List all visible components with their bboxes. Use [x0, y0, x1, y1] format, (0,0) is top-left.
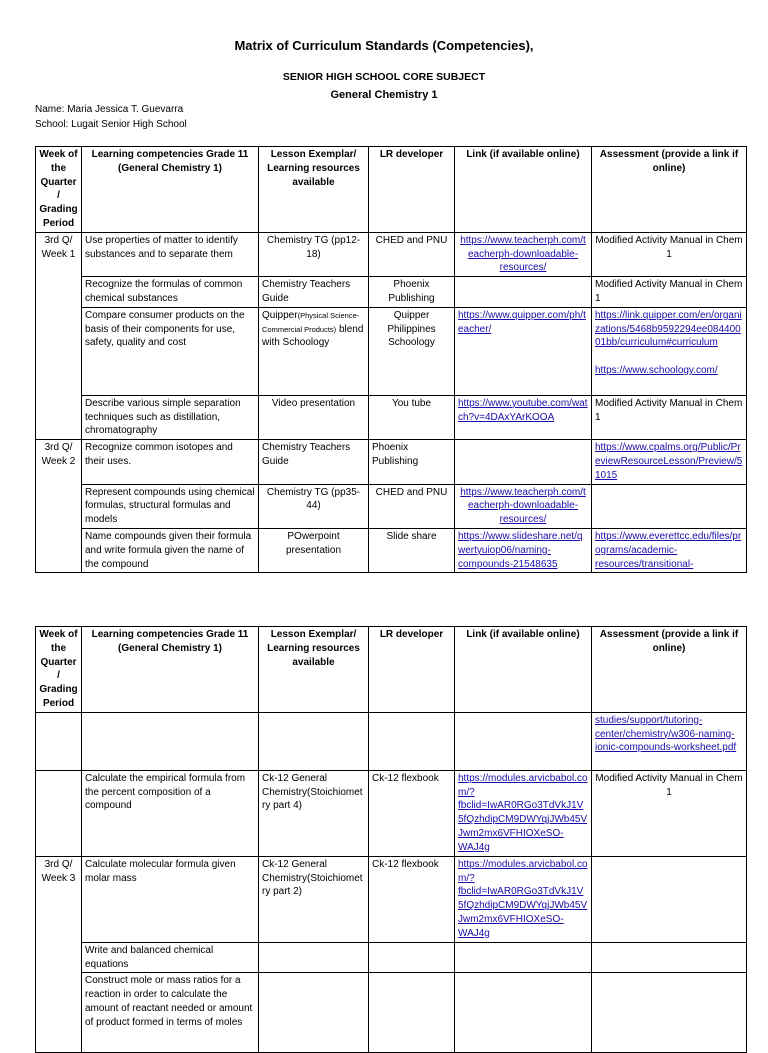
table-row [36, 712, 747, 770]
resource-link[interactable]: https://www.teacherph.com/teacherph-downloadable-resources/ [460, 234, 586, 274]
link-cell [455, 484, 592, 528]
author-name: Name: Maria Jessica T. Guevarra [35, 104, 184, 115]
header-competencies: Learning competencies Grade 11 (General Chemistry 1) [82, 627, 259, 713]
link-cell [455, 232, 592, 276]
link-cell [455, 277, 592, 308]
header-exemplar: Lesson Exemplar/ Learning resources available [259, 627, 369, 713]
link-cell [455, 942, 592, 973]
table-header-row [36, 147, 747, 233]
exemplar-cell: Chemistry TG (pp12-18) [259, 232, 369, 276]
table-row [36, 484, 747, 528]
assessment-cell [592, 856, 747, 942]
header-assessment: Assessment (provide a link if online) [592, 627, 747, 713]
header-link: Link (if available online) [455, 627, 592, 713]
header-developer: LR developer [369, 147, 455, 233]
exemplar-main: Quipper [262, 309, 298, 321]
resource-link[interactable]: https://www.slideshare.net/qwertyuiop06/naming-compounds-21548635 [458, 530, 583, 570]
competency-cell: Describe various simple separation techniques such as distillation, chromatography [82, 395, 259, 439]
table-header-row [36, 627, 747, 713]
header-week: Week of the Quarter / Grading Period [36, 627, 82, 713]
link-cell [455, 712, 592, 770]
week-cell: 3rd Q/ Week 1 [36, 232, 82, 439]
header-link: Link (if available online) [455, 147, 592, 233]
week-cell: 3rd Q/ Week 2 [36, 440, 82, 573]
developer-cell [369, 712, 455, 770]
assessment-cell [592, 942, 747, 973]
table-row [36, 770, 747, 856]
competency-cell: Write and balanced chemical equations [82, 942, 259, 973]
exemplar-cell [259, 307, 369, 395]
link-cell [455, 440, 592, 484]
competency-cell: Recognize the formulas of common chemical substances [82, 277, 259, 308]
developer-cell: Slide share [369, 528, 455, 572]
header-exemplar: Lesson Exemplar/ Learning resources available [259, 147, 369, 233]
competency-cell: Compare consumer products on the basis of their components for use, safety, quality and cost [82, 307, 259, 395]
assessment-cell: Modified Activity Manual in Chem 1 [592, 770, 747, 856]
developer-cell: You tube [369, 395, 455, 439]
competency-cell: Construct mole or mass ratios for a reaction in order to calculate the amount of reactant needed or amount of product formed in terms of moles [82, 973, 259, 1053]
link-cell [455, 395, 592, 439]
developer-cell [369, 942, 455, 973]
exemplar-tail: blend with Schoology [262, 323, 364, 349]
competency-cell [82, 712, 259, 770]
exemplar-cell [259, 942, 369, 973]
table-row [36, 440, 747, 484]
competency-cell: Use properties of matter to identify substances and to separate them [82, 232, 259, 276]
document-title: Matrix of Curriculum Standards (Competencies), [234, 38, 534, 53]
competency-table-2 [35, 626, 747, 1053]
week-cell: 3rd Q/ Week 3 [36, 856, 82, 1053]
competency-cell: Calculate molecular formula given molar mass [82, 856, 259, 942]
assessment-cell [592, 528, 747, 572]
table-row [36, 277, 747, 308]
competency-table-1 [35, 146, 747, 573]
week-cell [36, 770, 82, 856]
developer-cell: CHED and PNU [369, 232, 455, 276]
developer-cell [369, 973, 455, 1053]
link-cell [455, 528, 592, 572]
resource-link[interactable]: https://modules.arvicbabol.com/?fbclid=IwAR0RGo3TdVkJ1V5fQzhdipCM9DWYqjJWb45VJwm2mx6VFHIOXeSO-WAJ4g [458, 858, 588, 939]
table-row [36, 307, 747, 395]
assessment-cell [592, 307, 747, 395]
developer-cell: Phoenix Publishing [369, 277, 455, 308]
exemplar-cell [259, 973, 369, 1053]
subject-title: General Chemistry 1 [330, 89, 438, 101]
assessment-cell: Modified Activity Manual in Chem 1 [592, 232, 747, 276]
header-developer: LR developer [369, 627, 455, 713]
exemplar-cell: Video presentation [259, 395, 369, 439]
link-cell [455, 770, 592, 856]
header-assessment: Assessment (provide a link if online) [592, 147, 747, 233]
resource-link[interactable]: https://modules.arvicbabol.com/?fbclid=IwAR0RGo3TdVkJ1V5fQzhdipCM9DWYqjJWb45VJwm2mx6VFHIOXeSO-WAJ4g [458, 772, 588, 853]
exemplar-cell: Ck-12 General Chemistry(Stoichiometry part 2) [259, 856, 369, 942]
table-row [36, 973, 747, 1053]
developer-cell: CHED and PNU [369, 484, 455, 528]
assessment-link[interactable]: https://link.quipper.com/en/organizations/5468b9592294ee08440001bb/curriculum#curriculum [595, 309, 742, 349]
school-name: School: Lugait Senior High School [35, 119, 187, 130]
document-subtitle: SENIOR HIGH SCHOOL CORE SUBJECT [282, 71, 486, 83]
link-cell [455, 307, 592, 395]
developer-cell: Ck-12 flexbook [369, 770, 455, 856]
assessment-link[interactable]: studies/support/tutoring-center/chemistry/w306-naming-ionic-compounds-worksheet.pdf [595, 714, 737, 754]
table-row [36, 232, 747, 276]
header-competencies: Learning competencies Grade 11 (General Chemistry 1) [82, 147, 259, 233]
header-week: Week of the Quarter / Grading Period [36, 147, 82, 233]
developer-cell: Ck-12 flexbook [369, 856, 455, 942]
assessment-cell [592, 712, 747, 770]
table-row [36, 528, 747, 572]
table-row [36, 395, 747, 439]
resource-link[interactable]: https://www.youtube.com/watch?v=4DAxYArKOOA [458, 397, 588, 423]
link-cell [455, 856, 592, 942]
exemplar-cell: Chemistry Teachers Guide [259, 440, 369, 484]
resource-link[interactable]: https://www.quipper.com/ph/teacher/ [458, 309, 586, 335]
exemplar-cell: Chemistry TG (pp35-44) [259, 484, 369, 528]
competency-cell: Represent compounds using chemical formulas, structural formulas and models [82, 484, 259, 528]
assessment-link[interactable]: https://www.cpalms.org/Public/PreviewResourceLesson/Preview/51015 [595, 442, 743, 481]
table-row [36, 856, 747, 942]
assessment-cell [592, 973, 747, 1053]
assessment-cell [592, 440, 747, 484]
exemplar-cell: POwerpoint presentation [259, 528, 369, 572]
assessment-cell [592, 484, 747, 528]
exemplar-cell: Chemistry Teachers Guide [259, 277, 369, 308]
exemplar-note: (Physical Science-Commercial Products) [262, 310, 360, 334]
link-cell [455, 973, 592, 1053]
developer-cell: Phoenix Publishing [369, 440, 455, 484]
assessment-link[interactable]: https://www.everettcc.edu/files/programs/academic-resources/transitional- [595, 530, 742, 570]
assessment-cell: Modified Activity Manual in Chem 1 [592, 395, 747, 439]
competency-cell: Calculate the empirical formula from the percent composition of a compound [82, 770, 259, 856]
developer-cell: Quipper Philippines Schoology [369, 307, 455, 395]
week-cell [36, 712, 82, 770]
exemplar-cell: Ck-12 General Chemistry(Stoichiometry part 4) [259, 770, 369, 856]
exemplar-cell [259, 712, 369, 770]
competency-cell: Name compounds given their formula and write formula given the name of the compound [82, 528, 259, 572]
assessment-link[interactable]: https://www.schoology.com/ [595, 365, 718, 377]
table-row [36, 942, 747, 973]
assessment-cell: Modified Activity Manual in Chem 1 [592, 277, 747, 308]
competency-cell: Recognize common isotopes and their uses. [82, 440, 259, 484]
resource-link[interactable]: https://www.teacherph.com/teacherph-downloadable-resources/ [460, 486, 586, 526]
